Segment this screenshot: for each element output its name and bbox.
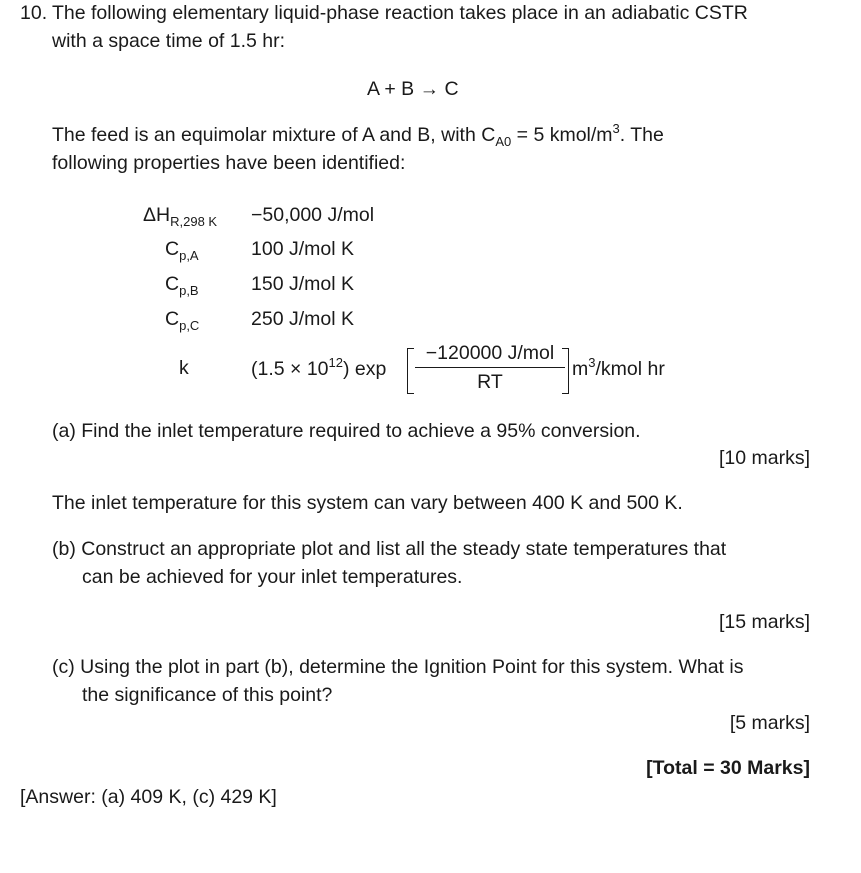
inlet-range-text: The inlet temperature for this system can vary between 400 K and 500 K. — [52, 492, 683, 514]
property-dh-symbol: $\Delta H_{R,298 K}$ — [143, 204, 218, 229]
question-intro-line2: with a space time of 1.5 hr: — [52, 30, 286, 52]
property-cpa-symbol: $C_{p,A}$ — [165, 238, 199, 263]
k-right-bracket — [562, 348, 569, 394]
property-cpc-value: 250 J/mol K — [251, 308, 354, 330]
reaction-equation: A + B → C — [367, 78, 459, 100]
feed-text-post: . The — [619, 124, 664, 146]
feed-sub: A0 — [495, 134, 512, 149]
feed-text-pre: The feed is an equimolar mixture of A and B, with C — [52, 124, 496, 146]
part-b-line1: (b) Construct an appropriate plot and list all the steady state temperatures that — [52, 538, 727, 560]
part-a-marks: [10 marks] — [718, 447, 810, 469]
property-cpc-symbol: $C_{p,C}$ — [165, 308, 200, 333]
feed-line2: following properties have been identified: — [52, 152, 406, 174]
property-cpb-value: 150 J/mol K — [251, 273, 354, 295]
feed-sup: 3 — [612, 121, 620, 136]
k-unit: $m^3$/kmol hr — [572, 355, 665, 380]
part-c-line2: the significance of this point? — [82, 684, 333, 706]
property-k-prefactor: $(1.5 \times 10^{12})$ exp — [251, 355, 387, 380]
part-a-text: (a) Find the inlet temperature required to achieve a 95% conversion. — [52, 420, 641, 442]
part-b-line2: can be achieved for your inlet temperatures. — [82, 566, 463, 588]
total-marks: [Total = 30 Marks] — [646, 757, 810, 779]
question-intro-line1: The following elementary liquid-phase reaction takes place in an adiabatic CSTR — [52, 2, 748, 24]
part-c-marks: [5 marks] — [729, 712, 810, 734]
k-denominator: RT — [477, 371, 503, 393]
k-fraction — [415, 342, 565, 394]
property-cpb-symbol: $C_{p,B}$ — [165, 273, 199, 298]
part-c-line1: (c) Using the plot in part (b), determine the Ignition Point for this system. What is — [52, 656, 744, 678]
property-k-symbol: k — [179, 357, 189, 379]
feed-text-mid: = 5 kmol/m — [511, 124, 613, 146]
question-number: 10. — [20, 2, 48, 24]
feed-line1 — [52, 121, 664, 149]
property-dh-value: −50,000 J/mol — [251, 204, 375, 226]
answer-line: [Answer: (a) 409 K, (c) 429 K] — [20, 786, 277, 808]
property-cpa-value: 100 J/mol K — [251, 238, 354, 260]
k-numerator: −120000 J/mol — [415, 342, 565, 368]
k-left-bracket — [407, 348, 414, 394]
part-b-marks: [15 marks] — [718, 611, 810, 633]
